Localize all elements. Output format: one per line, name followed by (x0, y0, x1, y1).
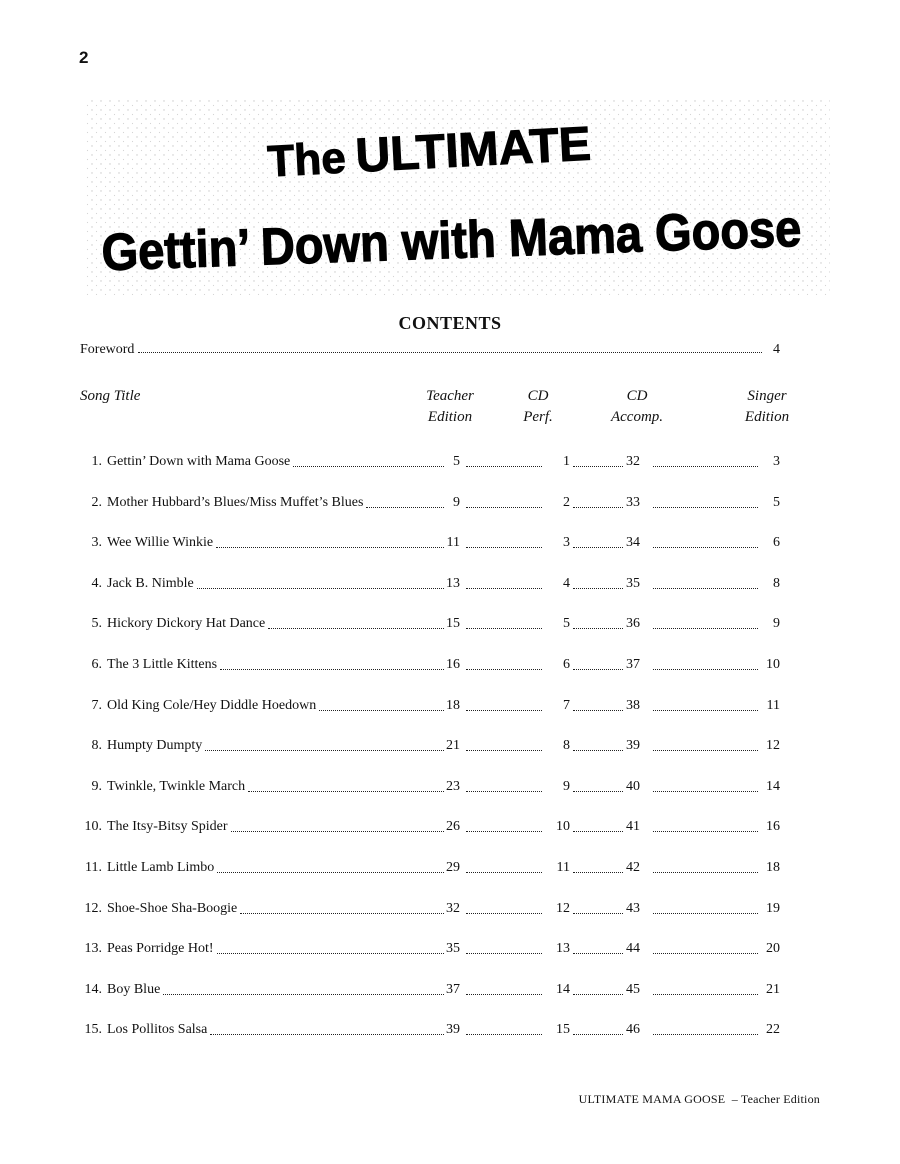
cd-accomp-track: 41 (626, 819, 640, 835)
song-title: Humpty Dumpty (107, 738, 203, 754)
foreword-row (80, 342, 780, 358)
dot-leader (466, 588, 542, 589)
cd-accomp-track: 43 (626, 900, 640, 916)
singer-edition-page: 22 (766, 1022, 780, 1038)
dot-leader (466, 750, 542, 751)
dot-leader (216, 547, 444, 548)
song-title: Boy Blue (107, 981, 161, 997)
cd-accomp-track: 44 (626, 941, 640, 957)
cd-accomp-track: 46 (626, 1022, 640, 1038)
song-number: 2. (91, 494, 102, 510)
song-number: 8. (91, 738, 102, 754)
dot-leader (466, 669, 542, 670)
dot-leader (653, 507, 758, 508)
song-number: 14. (84, 981, 102, 997)
dot-leader (573, 547, 623, 548)
dot-leader (653, 669, 758, 670)
song-row (80, 571, 780, 593)
song-title: Wee Willie Winkie (107, 535, 214, 551)
foreword-label: Foreword (80, 342, 135, 357)
dot-leader (466, 466, 542, 467)
cd-accomp-track: 39 (626, 738, 640, 754)
cd-perf-track: 3 (563, 535, 570, 551)
song-row (80, 1017, 780, 1039)
dot-leader (240, 913, 444, 914)
dot-leader (319, 710, 444, 711)
dot-leader (653, 710, 758, 711)
cd-accomp-track: 45 (626, 981, 640, 997)
song-row (80, 774, 780, 796)
teacher-edition-page: 15 (446, 616, 460, 632)
cd-accomp-track: 35 (626, 575, 640, 591)
column-header-singer-edition: Singer Edition (744, 388, 790, 425)
cd-accomp-track: 33 (626, 494, 640, 510)
cd-perf-track: 9 (563, 778, 570, 794)
dot-leader (268, 628, 444, 629)
cd-perf-track: 14 (556, 981, 570, 997)
teacher-edition-page: 29 (446, 860, 460, 875)
dot-leader (653, 953, 758, 954)
dot-leader (653, 994, 758, 995)
song-number: 9. (91, 778, 102, 794)
dot-leader (138, 352, 762, 353)
dot-leader (466, 913, 542, 914)
singer-edition-page: 3 (773, 454, 780, 469)
dot-leader (466, 791, 542, 792)
teacher-edition-page: 16 (446, 657, 460, 672)
cd-perf-track: 2 (563, 494, 570, 510)
cd-accomp-track: 37 (626, 657, 640, 672)
dot-leader (653, 588, 758, 589)
song-number: 5. (91, 616, 102, 632)
singer-edition-page: 11 (766, 697, 780, 713)
column-header-cd-perf: CD Perf. (523, 388, 553, 425)
cd-accomp-track: 40 (626, 778, 640, 794)
dot-leader (653, 831, 758, 832)
cd-perf-track: 13 (556, 941, 570, 957)
dot-leader (653, 913, 758, 914)
dot-leader (573, 831, 623, 832)
cd-accomp-track: 36 (626, 616, 640, 632)
song-title: Hickory Dickory Hat Dance (107, 616, 266, 632)
page-number: 2 (79, 48, 89, 67)
singer-edition-page: 20 (766, 941, 780, 957)
song-title: Peas Porridge Hot! (107, 941, 214, 957)
cd-accomp-track: 34 (626, 535, 640, 551)
singer-edition-page: 18 (766, 860, 780, 875)
title-line2: Gettin’ Down with Mama Goose (100, 197, 877, 283)
teacher-edition-page: 39 (446, 1022, 460, 1038)
song-row (80, 530, 780, 552)
song-title: Shoe-Shoe Sha-Boogie (107, 900, 238, 916)
footer-book-title: ULTIMATE MAMA GOOSE (578, 1092, 726, 1106)
dot-leader (197, 588, 444, 589)
singer-edition-page: 12 (766, 738, 780, 754)
song-title: Little Lamb Limbo (107, 860, 215, 875)
cd-perf-track: 10 (556, 819, 570, 835)
song-number: 4. (91, 575, 102, 591)
cd-accomp-track: 32 (626, 454, 640, 469)
song-row (80, 814, 780, 836)
dot-leader (573, 669, 623, 670)
singer-edition-page: 19 (766, 900, 780, 916)
dot-leader (573, 507, 623, 508)
cd-accomp-track: 42 (626, 860, 640, 875)
song-number: 1. (91, 454, 102, 469)
cd-perf-track: 7 (563, 697, 570, 713)
dot-leader (573, 994, 623, 995)
title-line1-prefix: The (266, 133, 348, 187)
teacher-edition-page: 5 (453, 454, 460, 469)
cd-perf-track: 12 (556, 900, 570, 916)
song-row (80, 977, 780, 999)
song-number: 13. (84, 941, 102, 957)
dot-leader (573, 710, 623, 711)
dot-leader (653, 466, 758, 467)
cd-perf-track: 4 (563, 575, 570, 591)
song-title: Mother Hubbard’s Blues/Miss Muffet’s Blues (107, 494, 364, 510)
song-row (80, 936, 780, 958)
dot-leader (293, 466, 444, 467)
cd-perf-track: 5 (563, 616, 570, 632)
singer-edition-page: 6 (773, 535, 780, 551)
dot-leader (466, 953, 542, 954)
title-line1-emphasis: ULTIMATE (354, 117, 593, 183)
dot-leader (231, 831, 444, 832)
song-title: Gettin’ Down with Mama Goose (107, 454, 291, 469)
song-number: 3. (91, 535, 102, 551)
dot-leader (573, 913, 623, 914)
foreword-page: 4 (773, 342, 780, 357)
dot-leader (653, 750, 758, 751)
dot-leader (653, 1034, 758, 1035)
cd-perf-track: 11 (556, 860, 570, 875)
footer-edition: – Teacher Edition (731, 1092, 820, 1106)
dot-leader (466, 872, 542, 873)
song-number: 10. (84, 819, 102, 835)
song-row (80, 652, 780, 674)
singer-edition-page: 10 (766, 657, 780, 672)
contents-heading: CONTENTS (398, 313, 502, 333)
dot-leader (573, 872, 623, 873)
title-banner (0, 0, 900, 310)
dot-leader (653, 547, 758, 548)
cd-perf-track: 15 (556, 1022, 570, 1038)
dot-leader (466, 507, 542, 508)
teacher-edition-page: 11 (446, 535, 460, 551)
dot-leader (466, 994, 542, 995)
dot-leader (220, 669, 444, 670)
column-header-teacher-edition: Teacher Edition (426, 388, 474, 425)
dot-leader (573, 628, 623, 629)
cd-perf-track: 6 (563, 657, 570, 672)
song-title: Los Pollitos Salsa (107, 1022, 208, 1038)
singer-edition-page: 9 (773, 616, 780, 632)
dot-leader (466, 1034, 542, 1035)
dot-leader (217, 872, 444, 873)
cd-perf-track: 8 (563, 738, 570, 754)
teacher-edition-page: 9 (453, 494, 460, 510)
song-number: 15. (84, 1022, 102, 1038)
song-number: 7. (91, 697, 102, 713)
singer-edition-page: 14 (766, 778, 780, 794)
dot-leader (217, 953, 444, 954)
dot-leader (653, 628, 758, 629)
song-row (80, 733, 780, 755)
song-title: Old King Cole/Hey Diddle Hoedown (107, 697, 317, 713)
dot-leader (210, 1034, 444, 1035)
song-number: 11. (85, 860, 102, 875)
dot-leader (466, 831, 542, 832)
teacher-edition-page: 13 (446, 575, 460, 591)
song-row (80, 490, 780, 512)
singer-edition-page: 8 (773, 575, 780, 591)
song-row (80, 855, 780, 877)
teacher-edition-page: 18 (446, 697, 460, 713)
song-row (80, 611, 780, 633)
dot-leader (248, 791, 444, 792)
singer-edition-page: 16 (766, 819, 780, 835)
teacher-edition-page: 35 (446, 941, 460, 957)
teacher-edition-page: 26 (446, 819, 460, 835)
song-title: The Itsy-Bitsy Spider (107, 819, 228, 835)
teacher-edition-page: 37 (446, 981, 460, 997)
song-row (80, 693, 780, 715)
dot-leader (163, 994, 444, 995)
song-title: Twinkle, Twinkle March (107, 778, 246, 794)
dot-leader (466, 547, 542, 548)
teacher-edition-page: 21 (446, 738, 460, 754)
dot-leader (205, 750, 444, 751)
teacher-edition-page: 32 (446, 900, 460, 916)
song-number: 6. (91, 657, 102, 672)
singer-edition-page: 21 (766, 981, 780, 997)
teacher-edition-page: 23 (446, 778, 460, 794)
singer-edition-page: 5 (773, 494, 780, 510)
dot-leader (466, 710, 542, 711)
dot-leader (573, 466, 623, 467)
column-header-song-title: Song Title (80, 388, 141, 404)
dot-leader (573, 791, 623, 792)
dot-leader (573, 953, 623, 954)
footer (579, 1092, 820, 1107)
song-row (80, 449, 780, 471)
dot-leader (466, 628, 542, 629)
cd-perf-track: 1 (563, 454, 570, 469)
dot-leader (573, 1034, 623, 1035)
dot-leader (573, 588, 623, 589)
song-row (80, 896, 780, 918)
song-title: The 3 Little Kittens (107, 657, 218, 672)
column-header-cd-accomp: CD Accomp. (610, 388, 664, 425)
song-number: 12. (84, 900, 102, 916)
dot-leader (653, 872, 758, 873)
dot-leader (573, 750, 623, 751)
cd-accomp-track: 38 (626, 697, 640, 713)
song-title: Jack B. Nimble (107, 575, 194, 591)
dot-leader (653, 791, 758, 792)
